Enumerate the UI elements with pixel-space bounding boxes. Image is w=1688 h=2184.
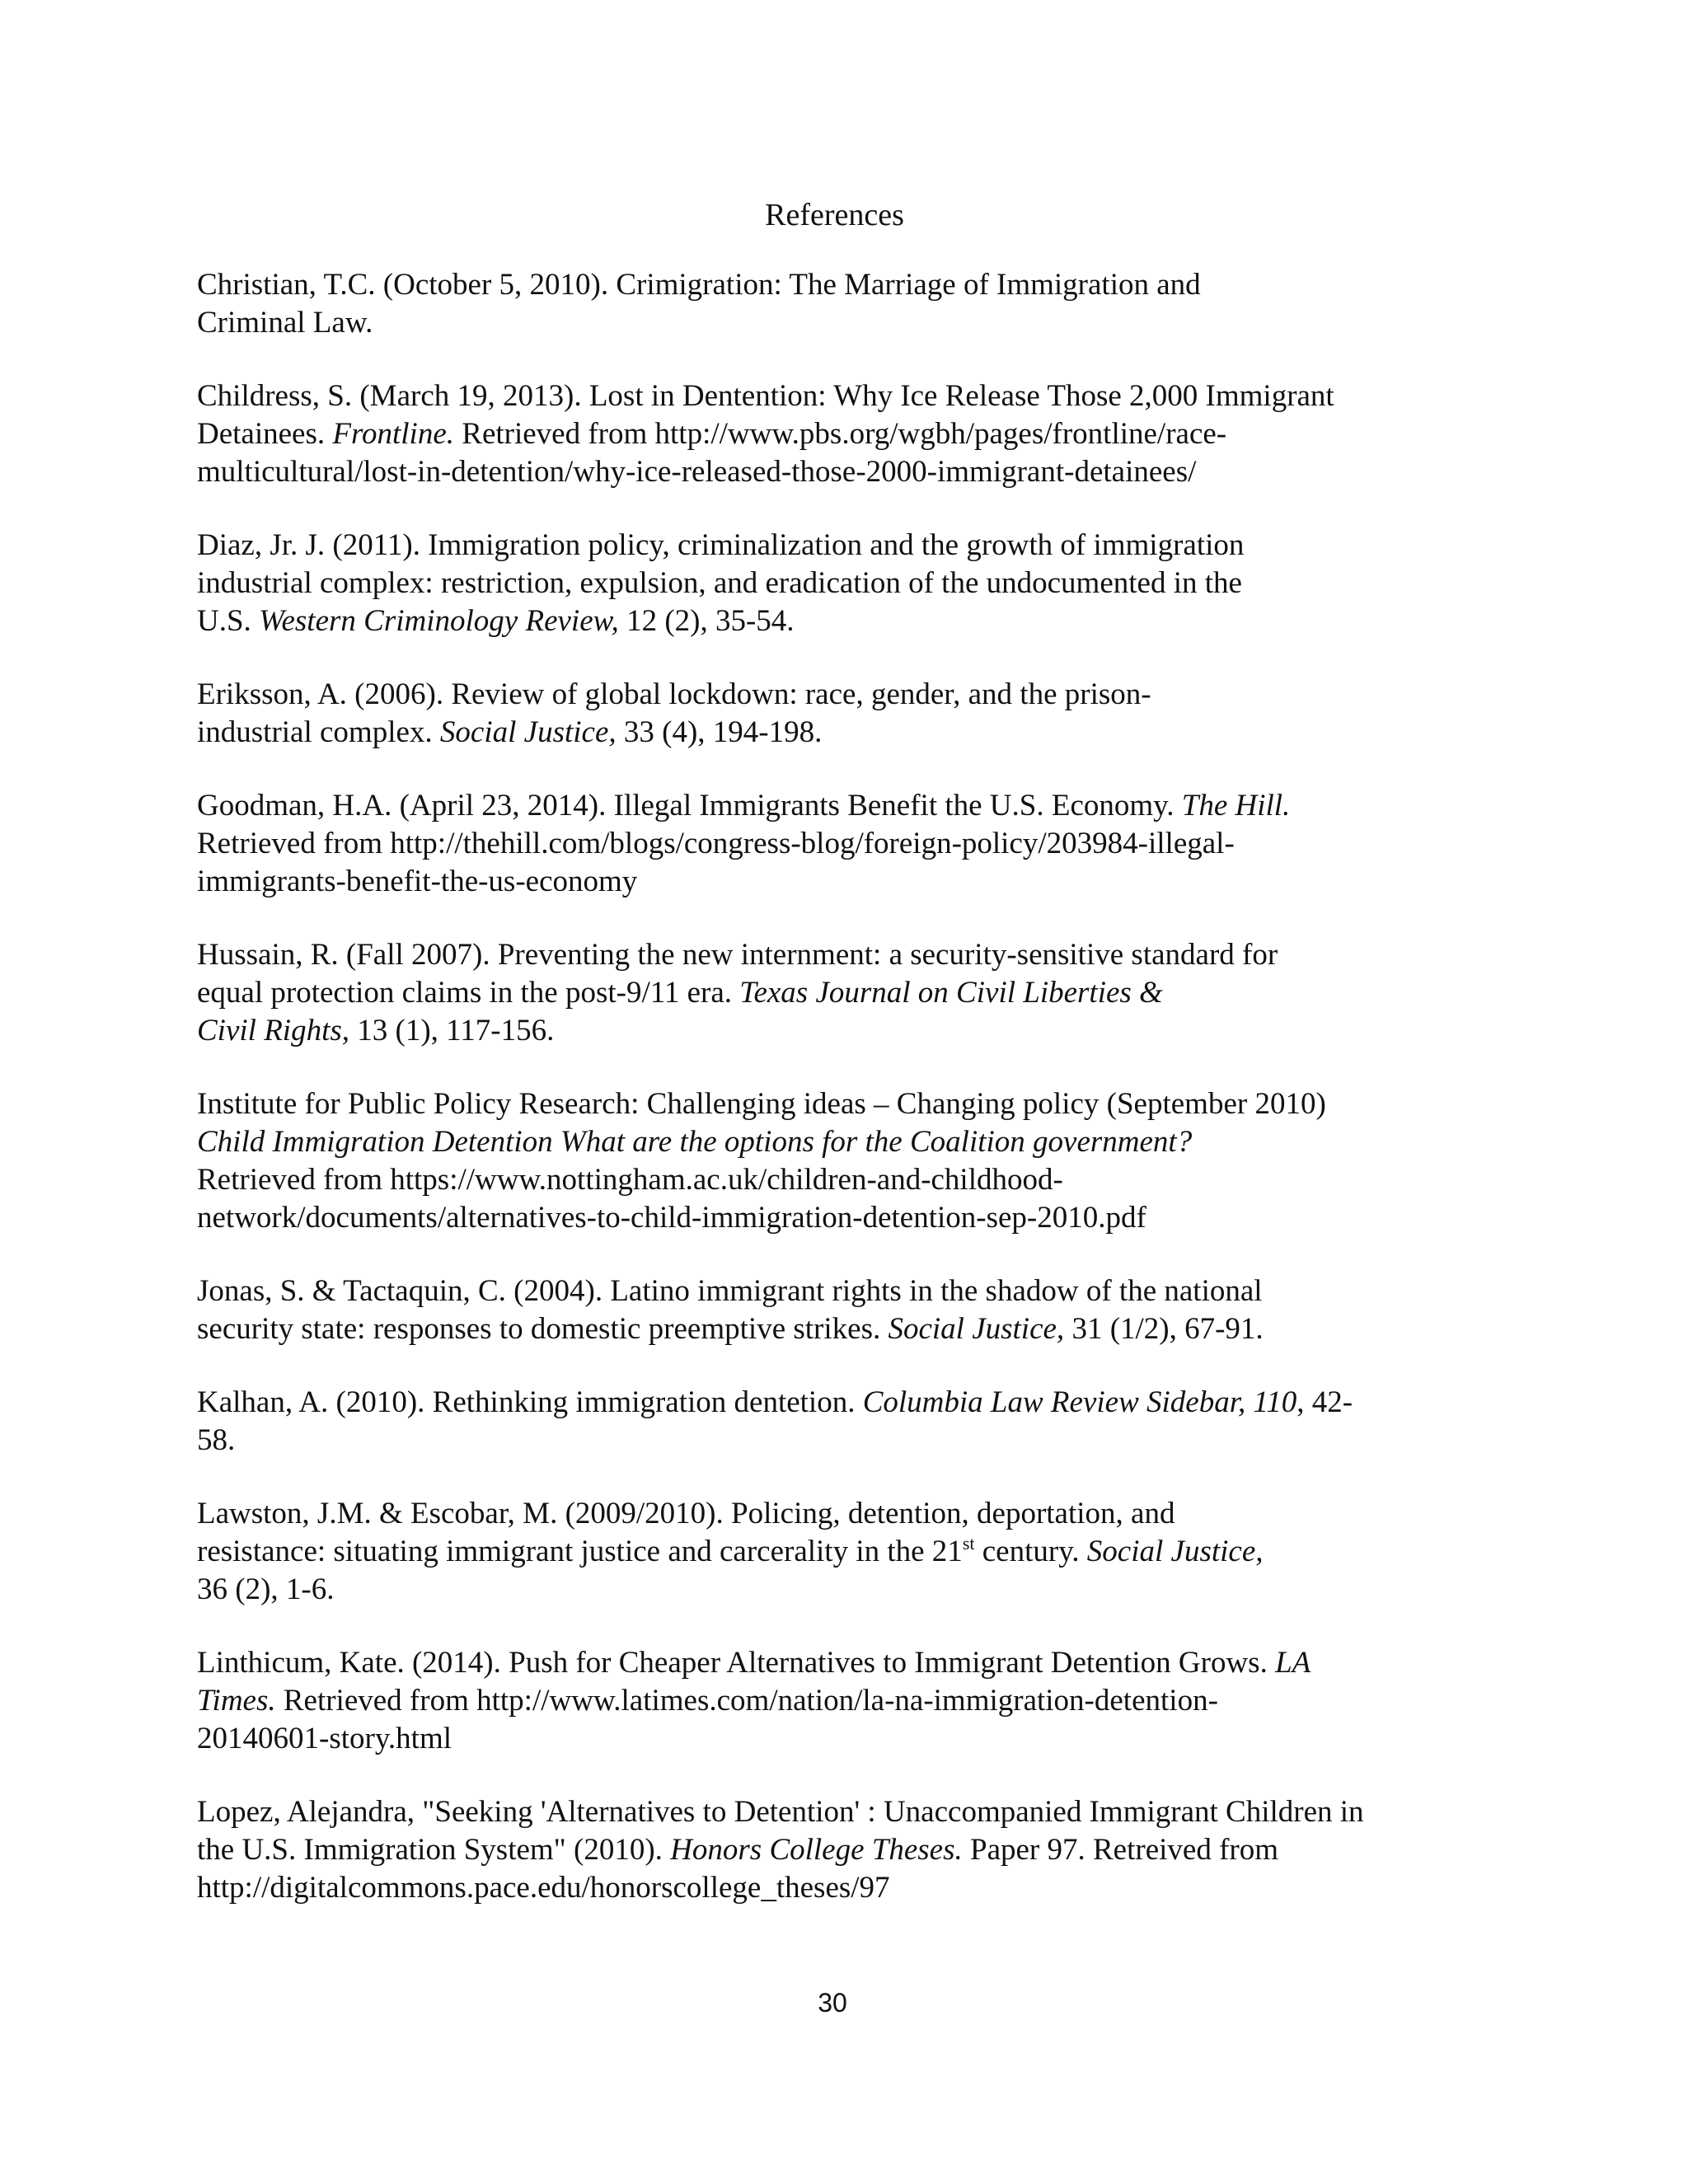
reference-line (197, 453, 1483, 491)
reference-text: 36 (2), 1-6. (197, 1572, 335, 1606)
reference-text: 58. (197, 1423, 236, 1457)
reference-entry (197, 787, 1483, 901)
reference-line (197, 1644, 1483, 1682)
reference-line (197, 1199, 1483, 1237)
reference-line (197, 714, 1483, 752)
reference-line (197, 787, 1483, 825)
reference-text: immigrants-benefit-the-us-economy (197, 865, 638, 898)
reference-line (197, 1869, 1483, 1907)
reference-entry (197, 676, 1483, 752)
italic-title-text: Social Justice, (439, 715, 617, 749)
italic-title-text: Social Justice, (1086, 1535, 1264, 1568)
page-title: References (765, 198, 904, 232)
reference-text: century. (974, 1535, 1087, 1568)
reference-text: network/documents/alternatives-to-child-immigration-detention-sep-2010.pdf (197, 1201, 1146, 1235)
reference-text: Jonas, S. & Tactaquin, C. (2004). Latino immigrant rights in the shadow of the national (197, 1274, 1263, 1308)
reference-text: http://digitalcommons.pace.edu/honorscollege_theses/97 (197, 1871, 890, 1905)
reference-line (197, 415, 1483, 453)
reference-text: Institute for Public Policy Research: Challenging ideas – Changing policy (September 2010) (197, 1087, 1326, 1121)
reference-text: Eriksson, A. (2006). Review of global lockdown: race, gender, and the prison- (197, 677, 1151, 711)
reference-text: Lawston, J.M. & Escobar, M. (2009/2010). Policing, detention, deportation, and (197, 1497, 1175, 1530)
reference-line (197, 266, 1483, 304)
reference-line (197, 1495, 1483, 1533)
reference-text: Retrieved from http://www.latimes.com/nation/la-na-immigration-detention- (275, 1684, 1218, 1718)
reference-list (197, 266, 1483, 1943)
reference-line (197, 1831, 1483, 1869)
reference-entry (197, 1085, 1483, 1237)
reference-line (197, 1384, 1483, 1422)
reference-line (197, 1571, 1483, 1609)
reference-line (197, 377, 1483, 415)
reference-line (197, 1793, 1483, 1831)
italic-title-text: Child Immigration Detention What are the options for the Coalition government? (197, 1125, 1193, 1159)
italic-title-text: The Hill. (1181, 789, 1291, 823)
reference-line (197, 1682, 1483, 1720)
reference-line (197, 565, 1483, 602)
page-number: 30 (818, 1988, 847, 2018)
reference-line (197, 1123, 1483, 1161)
reference-text: 33 (4), 194-198. (616, 715, 823, 749)
reference-entry (197, 527, 1483, 640)
reference-text: , 42- (1296, 1385, 1353, 1419)
reference-entry (197, 1793, 1483, 1907)
reference-text: multicultural/lost-in-detention/why-ice-released-those-2000-immigrant-detainees/ (197, 455, 1197, 489)
reference-text: Hussain, R. (Fall 2007). Preventing the new internment: a security-sensitive standard for (197, 938, 1278, 972)
reference-text: the U.S. Immigration System" (2010). (197, 1833, 671, 1867)
reference-text: Childress, S. (March 19, 2013). Lost in Dentention: Why Ice Release Those 2,000 Immigrant (197, 379, 1334, 413)
reference-text: Kalhan, A. (2010). Rethinking immigration dentetion. (197, 1385, 863, 1419)
reference-text: Christian, T.C. (October 5, 2010). Crimigration: The Marriage of Immigration and (197, 268, 1201, 302)
reference-text: 31 (1/2), 67-91. (1064, 1312, 1264, 1346)
reference-text: Lopez, Alejandra, "Seeking 'Alternatives to Detention' : Unaccompanied Immigrant Children in (197, 1795, 1364, 1829)
reference-text: Retrieved from http://www.pbs.org/wgbh/pages/frontline/race- (454, 417, 1227, 451)
reference-text: Paper 97. Retreived from (962, 1833, 1278, 1867)
reference-line (197, 1085, 1483, 1123)
reference-line (197, 1533, 1483, 1571)
reference-line (197, 825, 1483, 863)
reference-text: resistance: situating immigrant justice and carcerality in the 21 (197, 1535, 963, 1568)
reference-entry (197, 1272, 1483, 1348)
reference-entry (197, 377, 1483, 491)
italic-title-text: Western Criminology Review, (259, 604, 619, 638)
superscript-text: st (962, 1533, 975, 1554)
italic-title-text: Social Justice, (888, 1312, 1065, 1346)
reference-text: Retrieved from https://www.nottingham.ac.uk/children-and-childhood- (197, 1163, 1063, 1197)
reference-entry (197, 1384, 1483, 1460)
reference-text: Retrieved from http://thehill.com/blogs/congress-blog/foreign-policy/203984-illegal- (197, 827, 1235, 860)
reference-entry (197, 1495, 1483, 1609)
italic-title-text: Frontline. (332, 417, 455, 451)
reference-text: Linthicum, Kate. (2014). Push for Cheaper Alternatives to Immigrant Detention Grows. (197, 1646, 1276, 1680)
reference-text: Goodman, H.A. (April 23, 2014). Illegal Immigrants Benefit the U.S. Economy. (197, 789, 1182, 823)
italic-title-text: LA (1275, 1646, 1311, 1680)
reference-line (197, 1422, 1483, 1460)
reference-text: 12 (2), 35-54. (618, 604, 795, 638)
italic-title-text: Columbia Law Review Sidebar, 110 (862, 1385, 1297, 1419)
reference-entry (197, 936, 1483, 1050)
reference-entry (197, 1644, 1483, 1758)
reference-entry (197, 266, 1483, 342)
italic-title-text: Times. (197, 1684, 276, 1718)
reference-text: security state: responses to domestic preemptive strikes. (197, 1312, 889, 1346)
reference-line (197, 1012, 1483, 1050)
reference-line (197, 602, 1483, 640)
reference-line (197, 304, 1483, 342)
reference-line (197, 1272, 1483, 1310)
reference-text: Diaz, Jr. J. (2011). Immigration policy, criminalization and the growth of immigration (197, 528, 1245, 562)
reference-text: Detainees. (197, 417, 333, 451)
italic-title-text: Texas Journal on Civil Liberties & (739, 976, 1163, 1010)
reference-line (197, 527, 1483, 565)
reference-line (197, 1310, 1483, 1348)
reference-text: 13 (1), 117-156. (349, 1014, 555, 1047)
reference-text: industrial complex: restriction, expulsion, and eradication of the undocumented in the (197, 566, 1242, 600)
italic-title-text: Honors College Theses. (670, 1833, 963, 1867)
reference-line (197, 676, 1483, 714)
reference-line (197, 1161, 1483, 1199)
reference-text: U.S. (197, 604, 260, 638)
reference-line (197, 974, 1483, 1012)
italic-title-text: Civil Rights, (197, 1014, 349, 1047)
reference-text: 20140601-story.html (197, 1722, 452, 1755)
reference-line (197, 1720, 1483, 1758)
reference-text: equal protection claims in the post-9/11 era. (197, 976, 740, 1010)
reference-line (197, 936, 1483, 974)
reference-text: industrial complex. (197, 715, 440, 749)
reference-line (197, 863, 1483, 901)
reference-text: Criminal Law. (197, 306, 373, 340)
